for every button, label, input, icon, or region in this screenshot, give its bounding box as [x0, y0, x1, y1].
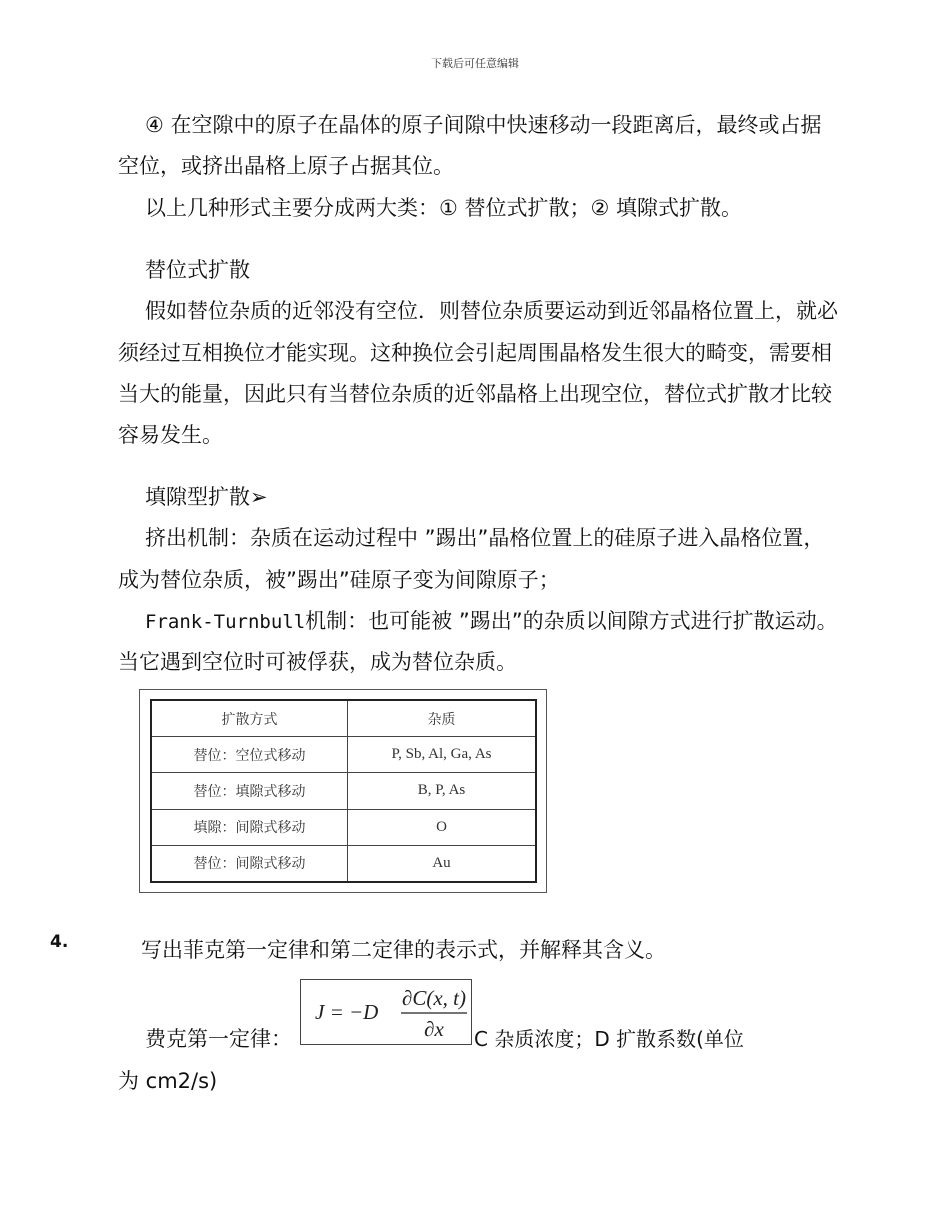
- diffusion-table: [150, 699, 537, 883]
- question-text: 写出菲克第一定律和第二定律的表示式，并解释其含义。: [141, 938, 666, 962]
- table-row: [151, 737, 536, 773]
- paragraph-line: 挤出机制：杂质在运动过程中 ”踢出”晶格位置上的硅原子进入晶格位置，: [145, 526, 825, 550]
- table-header-cell: 扩散方式: [151, 700, 348, 737]
- table-cell: 替位：空位式移动: [151, 737, 348, 773]
- paragraph-line: 空位，或挤出晶格上原子占据其位。: [118, 154, 454, 178]
- table-cell: 填隙：间隙式移动: [151, 809, 348, 845]
- question-number: 4.: [50, 932, 69, 952]
- table-cell: O: [348, 809, 537, 845]
- paragraph-line: 假如替位杂质的近邻没有空位．则替位杂质要运动到近邻晶格位置上，就必: [145, 299, 838, 323]
- section-heading: 替位式扩散: [145, 258, 250, 282]
- fick-formula-image: [300, 979, 472, 1045]
- table-row: [151, 809, 536, 845]
- table-cell: Au: [348, 845, 537, 882]
- fick-variable-definitions: C 杂质浓度；D 扩散系数(单位: [474, 1027, 744, 1051]
- formula-lhs: J = −D: [315, 1000, 379, 1024]
- table-cell: P, Sb, Al, Ga, As: [348, 737, 537, 773]
- paragraph-line: 以上几种形式主要分成两大类：① 替位式扩散；② 填隙式扩散。: [145, 196, 743, 220]
- paragraph-line: 当它遇到空位时可被俘获，成为替位杂质。: [118, 650, 517, 674]
- table-header-cell: 杂质: [348, 700, 537, 737]
- table-row: [151, 773, 536, 809]
- paragraph-text: 机制：也可能被 ”踢出”的杂质以间隙方式进行扩散运动。: [305, 609, 838, 633]
- table-cell: 替位：间隙式移动: [151, 845, 348, 882]
- paragraph-line: 成为替位杂质，被”踢出”硅原子变为间隙原子；: [118, 568, 560, 592]
- paragraph-line: ④ 在空隙中的原子在晶体的原子间隙中快速移动一段距离后，最终或占据: [145, 113, 822, 137]
- fick-unit-line: 为 cm2/s): [118, 1069, 218, 1093]
- page-header: 下载后可任意编辑: [431, 57, 519, 70]
- table-cell: B, P, As: [348, 773, 537, 809]
- table-header-row: [151, 700, 536, 737]
- paragraph-line: [118, 601, 838, 643]
- table-row: [151, 845, 536, 882]
- paragraph-line: 当大的能量，因此只有当替位杂质的近邻晶格上出现空位，替位式扩散才比较: [118, 382, 832, 406]
- paragraph-line: 容易发生。: [118, 423, 223, 447]
- mechanism-name: Frank-Turnbull: [145, 611, 306, 633]
- formula-numerator: ∂C(x, t): [401, 986, 467, 1010]
- formula-denominator: ∂x: [424, 1017, 444, 1041]
- diffusion-table-frame: [139, 689, 547, 893]
- fick-formula: [301, 980, 471, 1044]
- paragraph-line: 须经过互相换位才能实现。这种换位会引起周围晶格发生很大的畸变，需要相: [118, 341, 832, 365]
- section-heading: 填隙型扩散➢: [145, 485, 268, 509]
- table-cell: 替位：填隙式移动: [151, 773, 348, 809]
- fick-label: 费克第一定律：: [145, 1027, 292, 1051]
